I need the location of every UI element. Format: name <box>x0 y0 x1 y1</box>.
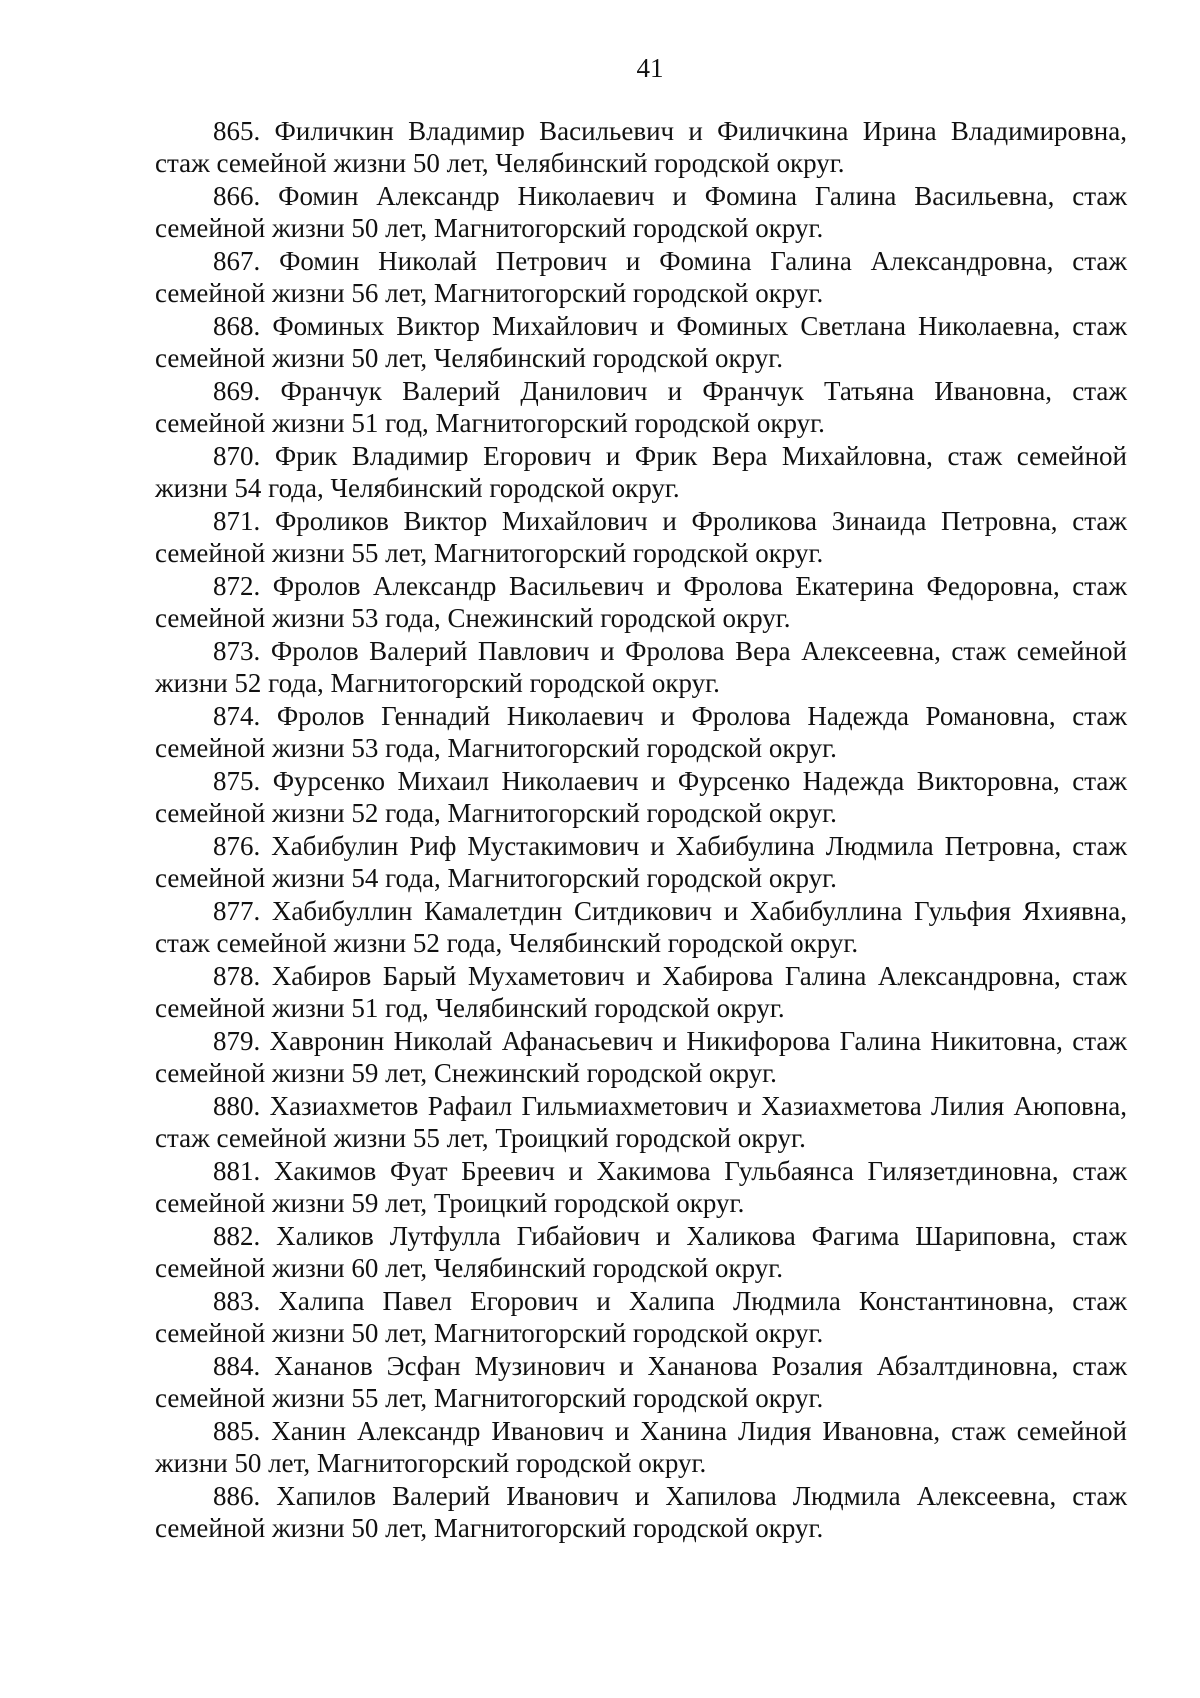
entry-text: Хабиров Барый Мухаметович и Хабирова Галина Александровна, стаж семейной жизни 51 год, Челябинский городской округ. <box>155 961 1128 1023</box>
entry-number: 876. <box>213 831 261 861</box>
list-item <box>155 1286 1127 1349</box>
entry-text: Халиков Лутфулла Гибайович и Халикова Фагима Шариповна, стаж семейной жизни 60 лет, Челябинский городской округ. <box>155 1221 1127 1283</box>
entry-text: Фурсенко Михаил Николаевич и Фурсенко Надежда Викторовна, стаж семейной жизни 52 года, Магнитогорский городской округ. <box>155 766 1128 828</box>
entry-number: 880. <box>213 1091 261 1121</box>
list-item <box>155 441 1127 504</box>
list-item <box>155 181 1127 244</box>
entry-text: Франчук Валерий Данилович и Франчук Татьяна Ивановна, стаж семейной жизни 51 год, Магнитогорский городской округ. <box>155 376 1128 438</box>
list-item <box>155 1091 1127 1154</box>
entry-text: Фролов Валерий Павлович и Фролова Вера Алексеевна, стаж семейной жизни 52 года, Магнитогорский городской округ. <box>155 636 1128 698</box>
entry-text: Фомин Александр Николаевич и Фомина Галина Васильевна, стаж семейной жизни 50 лет, Магнитогорский городской округ. <box>155 181 1127 243</box>
entry-text: Фомин Николай Петрович и Фомина Галина Александровна, стаж семейной жизни 56 лет, Магнитогорский городской округ. <box>155 246 1127 308</box>
list-item <box>155 116 1127 179</box>
entry-text: Хапилов Валерий Иванович и Хапилова Людмила Алексеевна, стаж семейной жизни 50 лет, Магнитогорский городской округ. <box>155 1481 1128 1543</box>
entry-number: 877. <box>213 896 261 926</box>
list-item <box>155 896 1127 959</box>
entry-list <box>155 116 1127 1546</box>
entry-text: Ханин Александр Иванович и Ханина Лидия Ивановна, стаж семейной жизни 50 лет, Магнитогорский городской округ. <box>155 1416 1127 1478</box>
list-item <box>155 766 1127 829</box>
entry-text: Хазиахметов Рафаил Гильмиахметович и Хазиахметова Лилия Аюповна, стаж семейной жизни 55 лет, Троицкий городской округ. <box>155 1091 1127 1153</box>
list-item <box>155 831 1127 894</box>
entry-number: 866. <box>213 181 261 211</box>
entry-number: 874. <box>213 701 261 731</box>
list-item <box>155 246 1127 309</box>
entry-number: 885. <box>213 1416 261 1446</box>
list-item <box>155 1221 1127 1284</box>
entry-text: Фроликов Виктор Михайлович и Фроликова Зинаида Петровна, стаж семейной жизни 55 лет, Магнитогорский городской округ. <box>155 506 1128 568</box>
entry-number: 865. <box>213 116 261 146</box>
entry-number: 875. <box>213 766 261 796</box>
entry-number: 886. <box>213 1481 261 1511</box>
list-item <box>155 311 1127 374</box>
entry-text: Фролов Александр Васильевич и Фролова Екатерина Федоровна, стаж семейной жизни 53 года, Снежинский городской округ. <box>155 571 1127 633</box>
entry-number: 883. <box>213 1286 261 1316</box>
list-item <box>155 1156 1127 1219</box>
list-item <box>155 1416 1127 1479</box>
entry-number: 869. <box>213 376 261 406</box>
list-item <box>155 1481 1127 1544</box>
entry-number: 868. <box>213 311 261 341</box>
entry-number: 872. <box>213 571 261 601</box>
list-item <box>155 376 1127 439</box>
entry-number: 873. <box>213 636 261 666</box>
page-number: 41 <box>636 53 664 83</box>
entry-number: 882. <box>213 1221 261 1251</box>
entry-text: Фрик Владимир Егорович и Фрик Вера Михайловна, стаж семейной жизни 54 года, Челябинский городской округ. <box>155 441 1127 503</box>
list-item <box>155 701 1127 764</box>
entry-text: Хакимов Фуат Бреевич и Хакимова Гульбаянса Гилязетдиновна, стаж семейной жизни 59 лет, Троицкий городской округ. <box>155 1156 1128 1218</box>
entry-number: 870. <box>213 441 261 471</box>
list-item <box>155 636 1127 699</box>
entry-number: 881. <box>213 1156 261 1186</box>
entry-number: 871. <box>213 506 261 536</box>
entry-text: Филичкин Владимир Васильевич и Филичкина Ирина Владимировна, стаж семейной жизни 50 лет, Челябинский городской округ. <box>155 116 1127 178</box>
entry-number: 884. <box>213 1351 261 1381</box>
entry-text: Хананов Эсфан Музинович и Хананова Розалия Абзалтдиновна, стаж семейной жизни 55 лет, Магнитогорский городской округ. <box>155 1351 1128 1413</box>
entry-number: 878. <box>213 961 261 991</box>
entry-text: Хабибуллин Камалетдин Ситдикович и Хабибуллина Гульфия Яхиявна, стаж семейной жизни 52 года, Челябинский городской округ. <box>155 896 1127 958</box>
entry-text: Халипа Павел Егорович и Халипа Людмила Константиновна, стаж семейной жизни 50 лет, Магнитогорский городской округ. <box>155 1286 1128 1348</box>
list-item <box>155 571 1127 634</box>
list-item <box>155 1026 1127 1089</box>
list-item <box>155 961 1127 1024</box>
list-item <box>155 506 1127 569</box>
entry-text: Фоминых Виктор Михайлович и Фоминых Светлана Николаевна, стаж семейной жизни 50 лет, Челябинский городской округ. <box>155 311 1128 373</box>
entry-text: Фролов Геннадий Николаевич и Фролова Надежда Романовна, стаж семейной жизни 53 года, Магнитогорский городской округ. <box>155 701 1127 763</box>
list-item <box>155 1351 1127 1414</box>
entry-text: Хавронин Николай Афанасьевич и Никифорова Галина Никитовна, стаж семейной жизни 59 лет, Снежинский городской округ. <box>155 1026 1127 1088</box>
entry-text: Хабибулин Риф Мустакимович и Хабибулина Людмила Петровна, стаж семейной жизни 54 года, Магнитогорский городской округ. <box>155 831 1127 893</box>
entry-number: 867. <box>213 246 261 276</box>
entry-number: 879. <box>213 1026 261 1056</box>
